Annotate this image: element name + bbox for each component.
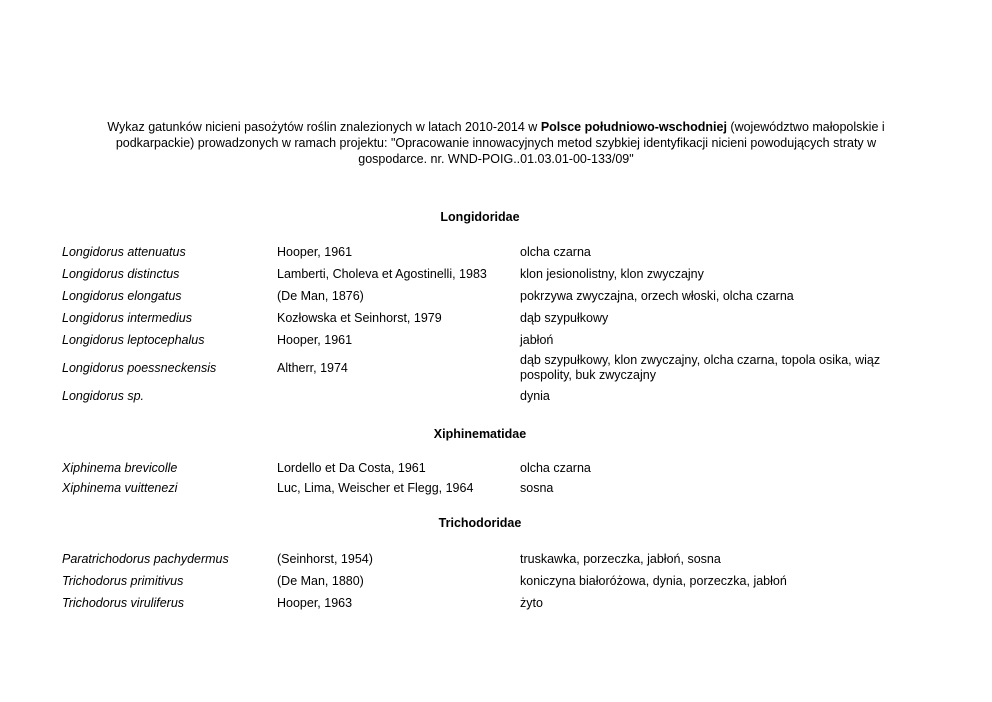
species-hosts: sosna <box>520 480 554 495</box>
species-table-xiphinematidae <box>62 458 920 498</box>
species-hosts: olcha czarna <box>520 244 591 259</box>
table-row <box>62 351 920 385</box>
species-hosts: pokrzywa zwyczajna, orzech włoski, olcha czarna <box>520 288 794 303</box>
family-heading-xiphinematidae: Xiphinematidae <box>433 427 527 441</box>
species-name: Trichodorus viruliferus <box>62 595 185 610</box>
species-author: (De Man, 1880) <box>277 573 364 588</box>
table-row <box>62 548 920 570</box>
table-row <box>62 385 920 407</box>
species-name: Longidorus intermedius <box>62 310 192 325</box>
species-hosts: żyto <box>520 595 543 610</box>
family-heading-trichodoridae: Trichodoridae <box>438 516 522 530</box>
species-author: Altherr, 1974 <box>277 360 348 375</box>
species-author: Kozłowska et Seinhorst, 1979 <box>277 310 442 325</box>
species-author: Hooper, 1963 <box>277 595 353 610</box>
species-name: Xiphinema brevicolle <box>62 460 178 475</box>
species-author <box>277 385 520 407</box>
species-author: Luc, Lima, Weischer et Flegg, 1964 <box>277 480 474 495</box>
species-author: Hooper, 1961 <box>277 244 353 259</box>
species-author: Hooper, 1961 <box>277 332 353 347</box>
table-row <box>62 307 920 329</box>
species-author: Lamberti, Choleva et Agostinelli, 1983 <box>277 266 487 281</box>
species-hosts: truskawka, porzeczka, jabłoń, sosna <box>520 551 721 566</box>
table-row <box>62 285 920 307</box>
species-author: Lordello et Da Costa, 1961 <box>277 460 426 475</box>
family-heading-longidoridae: Longidoridae <box>440 210 520 224</box>
table-row <box>62 458 920 478</box>
species-hosts: koniczyna białoróżowa, dynia, porzeczka, jabłoń <box>520 573 787 588</box>
species-name: Trichodorus primitivus <box>62 573 184 588</box>
table-row <box>62 478 920 498</box>
species-name: Longidorus distinctus <box>62 266 180 281</box>
document-title <box>80 119 912 167</box>
table-row <box>62 263 920 285</box>
title-region-bold: Polsce południowo-wschodniej <box>540 120 727 134</box>
species-hosts: jabłoń <box>520 332 554 347</box>
species-name: Longidorus elongatus <box>62 288 182 303</box>
species-table-trichodoridae <box>62 548 920 614</box>
table-row <box>62 329 920 351</box>
title-text-part2: (województwo małopolskie i podkarpackie) prowadzonych w ramach projektu: "Opracowanie innowacyjnych metod szybkiej identyfikacji nicieni powodujących straty w gospodarce. nr. WND-POIG..01.03.01-00-133/09" <box>115 120 885 166</box>
table-row <box>62 570 920 592</box>
species-name: Xiphinema vuittenezi <box>62 480 178 495</box>
title-text-part1: Wykaz gatunków nicieni pasożytów roślin znalezionych w latach 2010-2014 w <box>107 120 541 134</box>
species-name: Longidorus leptocephalus <box>62 332 205 347</box>
species-name: Longidorus attenuatus <box>62 244 186 259</box>
species-name: Paratrichodorus pachydermus <box>62 551 229 566</box>
species-hosts: dąb szypułkowy, klon zwyczajny, olcha czarna, topola osika, wiąz pospolity, buk zwyczajny <box>520 353 881 382</box>
table-row <box>62 592 920 614</box>
species-name: Longidorus sp. <box>62 388 145 403</box>
species-table-longidoridae <box>62 241 920 407</box>
species-hosts: dynia <box>520 388 550 403</box>
species-hosts: olcha czarna <box>520 460 591 475</box>
species-author: (De Man, 1876) <box>277 288 364 303</box>
table-row <box>62 241 920 263</box>
species-author: (Seinhorst, 1954) <box>277 551 373 566</box>
species-name: Longidorus poessneckensis <box>62 360 217 375</box>
species-hosts: klon jesionolistny, klon zwyczajny <box>520 266 704 281</box>
species-hosts: dąb szypułkowy <box>520 310 609 325</box>
